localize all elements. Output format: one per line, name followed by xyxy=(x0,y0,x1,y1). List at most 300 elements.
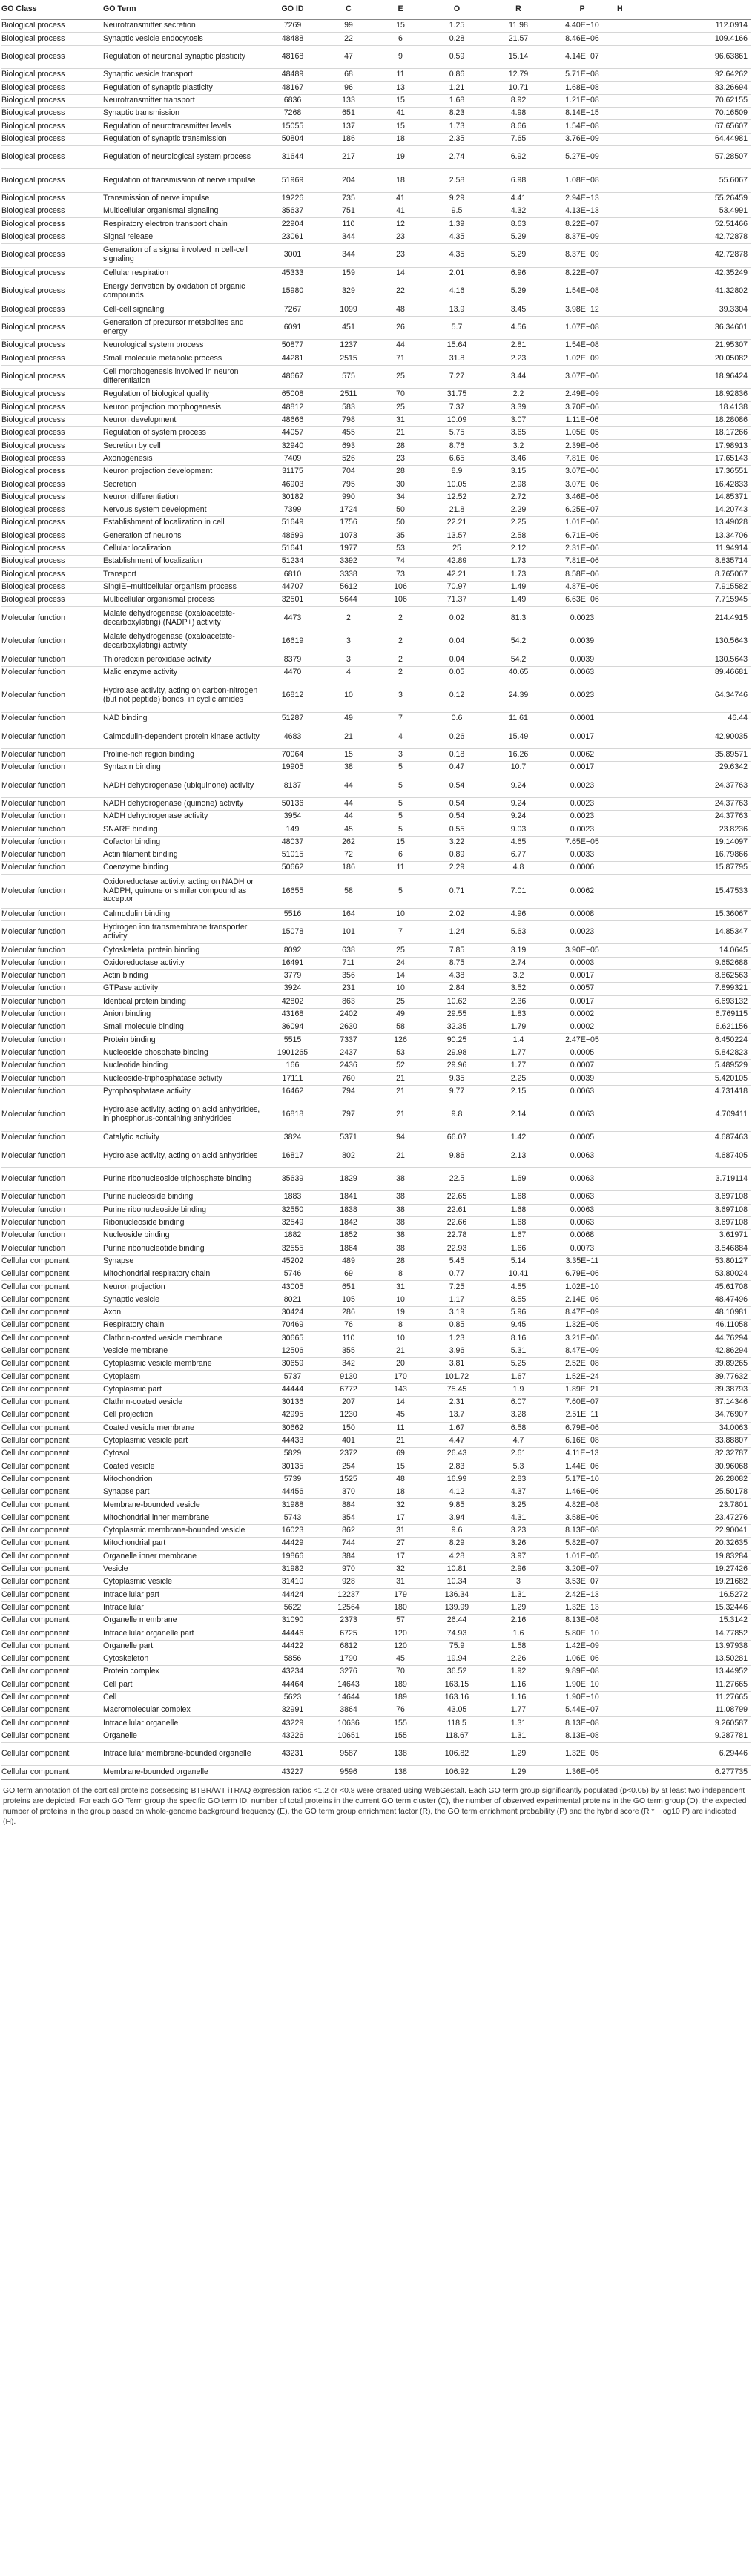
table-row xyxy=(1,440,751,452)
cell-r: 2.25 xyxy=(489,517,552,530)
cell-r: 15.14 xyxy=(489,45,552,69)
cell-go-term: Energy derivation by oxidation of organic compounds xyxy=(103,280,265,303)
cell-h: 6.29446 xyxy=(617,1742,751,1766)
cell-go-class: Biological process xyxy=(1,145,103,169)
cell-e: 17 xyxy=(377,1550,429,1563)
cell-go-class: Cellular component xyxy=(1,1742,103,1766)
cell-h: 3.546884 xyxy=(617,1242,751,1255)
cell-go-class: Biological process xyxy=(1,133,103,145)
cell-e: 94 xyxy=(377,1131,429,1144)
cell-c: 3864 xyxy=(325,1704,377,1717)
cell-go-class: Cellular component xyxy=(1,1589,103,1601)
cell-h: 15.47533 xyxy=(617,874,751,908)
cell-o: 26.44 xyxy=(429,1615,489,1627)
cell-o: 21.8 xyxy=(429,504,489,516)
cell-r: 6.96 xyxy=(489,267,552,280)
cell-go-class: Molecular function xyxy=(1,823,103,836)
cell-go-id: 48667 xyxy=(265,365,325,389)
cell-r: 3.2 xyxy=(489,969,552,982)
cell-go-term: Secretion by cell xyxy=(103,440,265,452)
cell-r: 3.46 xyxy=(489,452,552,465)
cell-h: 64.34746 xyxy=(617,679,751,712)
cell-go-class: Molecular function xyxy=(1,1098,103,1131)
cell-o: 7.37 xyxy=(429,401,489,414)
cell-go-class: Molecular function xyxy=(1,666,103,679)
cell-go-id: 4683 xyxy=(265,725,325,749)
cell-p: 7.60E−07 xyxy=(552,1396,617,1409)
cell-r: 10.7 xyxy=(489,761,552,774)
cell-p: 0.0057 xyxy=(552,983,617,995)
cell-e: 5 xyxy=(377,797,429,810)
cell-e: 31 xyxy=(377,1524,429,1537)
cell-r: 1.16 xyxy=(489,1691,552,1704)
cell-c: 329 xyxy=(325,280,377,303)
cell-r: 1.29 xyxy=(489,1766,552,1779)
cell-go-term: Axon xyxy=(103,1306,265,1319)
cell-h: 19.83284 xyxy=(617,1550,751,1563)
cell-o: 22.61 xyxy=(429,1204,489,1216)
cell-p: 6.25E−07 xyxy=(552,504,617,516)
cell-c: 356 xyxy=(325,969,377,982)
cell-go-id: 45333 xyxy=(265,267,325,280)
cell-o: 10.81 xyxy=(429,1563,489,1575)
cell-c: 47 xyxy=(325,45,377,69)
cell-go-class: Biological process xyxy=(1,542,103,555)
cell-h: 21.95307 xyxy=(617,340,751,352)
table-row xyxy=(1,452,751,465)
cell-c: 1838 xyxy=(325,1204,377,1216)
cell-r: 4.31 xyxy=(489,1512,552,1524)
cell-h: 32.32787 xyxy=(617,1448,751,1460)
cell-go-id: 44429 xyxy=(265,1538,325,1550)
cell-o: 29.55 xyxy=(429,1008,489,1021)
cell-c: 342 xyxy=(325,1358,377,1371)
cell-p: 8.47E−09 xyxy=(552,1345,617,1357)
cell-go-id: 32940 xyxy=(265,440,325,452)
table-row xyxy=(1,1144,751,1168)
table-row xyxy=(1,1073,751,1085)
cell-r: 1.4 xyxy=(489,1034,552,1047)
cell-o: 5.75 xyxy=(429,427,489,440)
cell-p: 8.22E−07 xyxy=(552,218,617,231)
cell-go-id: 8092 xyxy=(265,944,325,957)
table-row xyxy=(1,1704,751,1717)
cell-r: 5.63 xyxy=(489,920,552,944)
cell-go-id: 16818 xyxy=(265,1098,325,1131)
cell-p: 0.0023 xyxy=(552,679,617,712)
cell-p: 0.0008 xyxy=(552,908,617,920)
cell-o: 4.38 xyxy=(429,969,489,982)
cell-c: 96 xyxy=(325,82,377,94)
cell-p: 0.0063 xyxy=(552,1144,617,1168)
cell-go-term: Mitochondrion xyxy=(103,1473,265,1486)
cell-go-id: 5737 xyxy=(265,1371,325,1383)
table-row xyxy=(1,1242,751,1255)
cell-go-id: 30136 xyxy=(265,1396,325,1409)
cell-o: 12.52 xyxy=(429,491,489,504)
cell-c: 928 xyxy=(325,1576,377,1589)
cell-p: 1.11E−06 xyxy=(552,414,617,426)
cell-c: 1237 xyxy=(325,340,377,352)
cell-go-class: Biological process xyxy=(1,530,103,542)
cell-go-class: Biological process xyxy=(1,94,103,107)
table-row xyxy=(1,1499,751,1512)
cell-go-id: 3924 xyxy=(265,983,325,995)
cell-p: 0.0023 xyxy=(552,797,617,810)
cell-c: 704 xyxy=(325,466,377,478)
cell-p: 0.0003 xyxy=(552,957,617,969)
cell-c: 6725 xyxy=(325,1627,377,1640)
cell-c: 1073 xyxy=(325,530,377,542)
cell-r: 3.28 xyxy=(489,1409,552,1422)
cell-go-term: Respiratory chain xyxy=(103,1320,265,1332)
cell-go-class: Biological process xyxy=(1,340,103,352)
cell-p: 4.11E−13 xyxy=(552,1448,617,1460)
cell-r: 3.97 xyxy=(489,1550,552,1563)
cell-go-term: Cytosol xyxy=(103,1448,265,1460)
cell-c: 44 xyxy=(325,811,377,823)
cell-c: 1977 xyxy=(325,542,377,555)
table-row xyxy=(1,823,751,836)
cell-c: 5371 xyxy=(325,1131,377,1144)
cell-e: 25 xyxy=(377,365,429,389)
table-row xyxy=(1,836,751,849)
table-row xyxy=(1,761,751,774)
cell-go-id: 51649 xyxy=(265,517,325,530)
cell-e: 17 xyxy=(377,1512,429,1524)
cell-e: 179 xyxy=(377,1589,429,1601)
cell-c: 21 xyxy=(325,725,377,749)
header-p: P xyxy=(552,0,617,20)
cell-go-term: Nervous system development xyxy=(103,504,265,516)
table-row xyxy=(1,414,751,426)
cell-go-id: 16491 xyxy=(265,957,325,969)
cell-o: 22.5 xyxy=(429,1167,489,1191)
table-row xyxy=(1,1371,751,1383)
cell-h: 36.34601 xyxy=(617,316,751,340)
cell-go-term: SingIE−multicellular organism process xyxy=(103,581,265,593)
cell-p: 2.94E−13 xyxy=(552,192,617,205)
cell-c: 711 xyxy=(325,957,377,969)
cell-go-id: 48666 xyxy=(265,414,325,426)
cell-e: 38 xyxy=(377,1167,429,1191)
cell-go-term: Synaptic vesicle transport xyxy=(103,69,265,82)
cell-r: 3.07 xyxy=(489,414,552,426)
table-row xyxy=(1,1255,751,1268)
cell-o: 0.6 xyxy=(429,712,489,725)
cell-go-class: Cellular component xyxy=(1,1422,103,1434)
cell-r: 2.96 xyxy=(489,1563,552,1575)
cell-r: 2.15 xyxy=(489,1085,552,1098)
table-row xyxy=(1,1422,751,1434)
cell-e: 41 xyxy=(377,205,429,218)
cell-c: 49 xyxy=(325,712,377,725)
cell-c: 1756 xyxy=(325,517,377,530)
table-row xyxy=(1,568,751,581)
cell-p: 1.02E−09 xyxy=(552,352,617,365)
cell-c: 1864 xyxy=(325,1242,377,1255)
cell-h: 13.49028 xyxy=(617,517,751,530)
cell-go-id: 48699 xyxy=(265,530,325,542)
cell-go-id: 6810 xyxy=(265,568,325,581)
table-row xyxy=(1,45,751,69)
table-row xyxy=(1,581,751,593)
cell-h: 20.32635 xyxy=(617,1538,751,1550)
cell-go-term: Actin filament binding xyxy=(103,849,265,861)
cell-r: 1.29 xyxy=(489,1742,552,1766)
table-row xyxy=(1,1550,751,1563)
table-row xyxy=(1,542,751,555)
header-r: R xyxy=(489,0,552,20)
cell-o: 1.23 xyxy=(429,1332,489,1345)
cell-h: 26.28082 xyxy=(617,1473,751,1486)
cell-go-id: 32991 xyxy=(265,1704,325,1717)
cell-h: 92.64262 xyxy=(617,69,751,82)
cell-go-term: Calmodulin binding xyxy=(103,908,265,920)
cell-c: 137 xyxy=(325,120,377,133)
table-row xyxy=(1,33,751,45)
cell-r: 1.68 xyxy=(489,1204,552,1216)
table-row xyxy=(1,1383,751,1396)
table-row xyxy=(1,1512,751,1524)
cell-go-class: Molecular function xyxy=(1,811,103,823)
cell-o: 0.04 xyxy=(429,630,489,653)
cell-o: 7.85 xyxy=(429,944,489,957)
cell-go-id: 43168 xyxy=(265,1008,325,1021)
cell-e: 13 xyxy=(377,82,429,94)
table-row xyxy=(1,1486,751,1499)
cell-go-id: 70469 xyxy=(265,1320,325,1332)
cell-e: 69 xyxy=(377,1448,429,1460)
table-row xyxy=(1,1098,751,1131)
cell-c: 286 xyxy=(325,1306,377,1319)
table-row xyxy=(1,944,751,957)
cell-r: 5.25 xyxy=(489,1358,552,1371)
cell-go-class: Molecular function xyxy=(1,1085,103,1098)
cell-go-term: Signal release xyxy=(103,231,265,243)
cell-go-class: Biological process xyxy=(1,401,103,414)
cell-go-id: 42802 xyxy=(265,995,325,1008)
cell-r: 2.61 xyxy=(489,1448,552,1460)
cell-r: 3.25 xyxy=(489,1499,552,1512)
cell-o: 106.82 xyxy=(429,1742,489,1766)
cell-e: 53 xyxy=(377,542,429,555)
cell-h: 11.94914 xyxy=(617,542,751,555)
cell-go-id: 51641 xyxy=(265,542,325,555)
table-row xyxy=(1,1473,751,1486)
cell-o: 0.77 xyxy=(429,1268,489,1281)
cell-e: 30 xyxy=(377,478,429,491)
table-row xyxy=(1,1306,751,1319)
cell-go-term: Hydrolase activity, acting on carbon-nitrogen (but not peptide) bonds, in cyclic amides xyxy=(103,679,265,712)
cell-c: 9587 xyxy=(325,1742,377,1766)
cell-p: 6.71E−06 xyxy=(552,530,617,542)
cell-e: 58 xyxy=(377,1021,429,1034)
cell-go-id: 8021 xyxy=(265,1294,325,1306)
cell-e: 35 xyxy=(377,530,429,542)
cell-r: 9.24 xyxy=(489,774,552,798)
cell-go-term: Intracellular organelle xyxy=(103,1717,265,1730)
cell-go-term: Cytoplasmic membrane-bounded vesicle xyxy=(103,1524,265,1537)
cell-h: 30.96068 xyxy=(617,1460,751,1473)
table-row xyxy=(1,69,751,82)
cell-go-id: 44707 xyxy=(265,581,325,593)
cell-e: 21 xyxy=(377,427,429,440)
cell-o: 2.31 xyxy=(429,1396,489,1409)
cell-go-id: 44057 xyxy=(265,427,325,440)
cell-h: 23.8236 xyxy=(617,823,751,836)
table-row xyxy=(1,1131,751,1144)
cell-p: 1.21E−08 xyxy=(552,94,617,107)
cell-go-term: Clathrin-coated vesicle xyxy=(103,1396,265,1409)
cell-p: 1.54E−08 xyxy=(552,120,617,133)
table-row xyxy=(1,478,751,491)
cell-go-term: Cell projection xyxy=(103,1409,265,1422)
cell-o: 9.85 xyxy=(429,1499,489,1512)
cell-go-class: Cellular component xyxy=(1,1627,103,1640)
table-row xyxy=(1,995,751,1008)
cell-o: 2.01 xyxy=(429,267,489,280)
cell-go-term: Purine ribonucleoside binding xyxy=(103,1204,265,1216)
cell-go-term: Purine ribonucleotide binding xyxy=(103,1242,265,1255)
cell-go-class: Cellular component xyxy=(1,1409,103,1422)
cell-h: 19.21682 xyxy=(617,1576,751,1589)
cell-p: 0.0039 xyxy=(552,1073,617,1085)
cell-go-term: Neuron differentiation xyxy=(103,491,265,504)
table-row xyxy=(1,504,751,516)
cell-go-term: SNARE binding xyxy=(103,823,265,836)
table-row xyxy=(1,340,751,352)
cell-r: 54.2 xyxy=(489,653,552,666)
cell-p: 0.0063 xyxy=(552,1167,617,1191)
cell-go-class: Molecular function xyxy=(1,712,103,725)
cell-c: 1790 xyxy=(325,1653,377,1665)
cell-go-id: 48037 xyxy=(265,836,325,849)
cell-o: 4.35 xyxy=(429,244,489,268)
table-row xyxy=(1,1742,751,1766)
cell-go-class: Molecular function xyxy=(1,1204,103,1216)
cell-e: 32 xyxy=(377,1499,429,1512)
cell-h: 13.50281 xyxy=(617,1653,751,1665)
cell-p: 0.0005 xyxy=(552,1131,617,1144)
cell-p: 8.22E−07 xyxy=(552,267,617,280)
cell-go-term: Regulation of system process xyxy=(103,427,265,440)
cell-go-id: 51234 xyxy=(265,556,325,568)
cell-r: 3.19 xyxy=(489,944,552,957)
cell-o: 0.04 xyxy=(429,653,489,666)
cell-go-class: Cellular component xyxy=(1,1615,103,1627)
cell-e: 15 xyxy=(377,1460,429,1473)
cell-p: 0.0039 xyxy=(552,630,617,653)
cell-go-id: 44464 xyxy=(265,1679,325,1691)
cell-go-id: 1883 xyxy=(265,1191,325,1204)
cell-r: 1.83 xyxy=(489,1008,552,1021)
cell-go-term: Regulation of neurological system process xyxy=(103,145,265,169)
cell-c: 68 xyxy=(325,69,377,82)
table-row xyxy=(1,1345,751,1357)
cell-h: 45.61708 xyxy=(617,1281,751,1294)
cell-o: 1.24 xyxy=(429,920,489,944)
cell-e: 44 xyxy=(377,340,429,352)
cell-c: 3392 xyxy=(325,556,377,568)
cell-go-class: Biological process xyxy=(1,581,103,593)
cell-go-id: 31982 xyxy=(265,1563,325,1575)
cell-h: 130.5643 xyxy=(617,653,751,666)
cell-e: 21 xyxy=(377,1345,429,1357)
cell-o: 0.12 xyxy=(429,679,489,712)
cell-r: 1.73 xyxy=(489,556,552,568)
header-h: H xyxy=(617,0,751,20)
cell-e: 48 xyxy=(377,303,429,316)
table-row xyxy=(1,20,751,33)
cell-go-id: 22904 xyxy=(265,218,325,231)
cell-r: 2.98 xyxy=(489,478,552,491)
cell-e: 3 xyxy=(377,679,429,712)
cell-c: 2372 xyxy=(325,1448,377,1460)
cell-c: 1852 xyxy=(325,1230,377,1242)
cell-go-term: Generation of a signal involved in cell-cell signaling xyxy=(103,244,265,268)
cell-h: 35.89571 xyxy=(617,748,751,761)
cell-r: 2.36 xyxy=(489,995,552,1008)
cell-p: 1.01E−06 xyxy=(552,517,617,530)
table-row xyxy=(1,120,751,133)
cell-o: 29.98 xyxy=(429,1047,489,1059)
cell-go-term: Transport xyxy=(103,568,265,581)
cell-o: 0.55 xyxy=(429,823,489,836)
cell-go-term: Establishment of localization in cell xyxy=(103,517,265,530)
cell-h: 9.652688 xyxy=(617,957,751,969)
cell-e: 10 xyxy=(377,1332,429,1345)
cell-p: 3.07E−06 xyxy=(552,365,617,389)
table-row xyxy=(1,1268,751,1281)
table-row xyxy=(1,774,751,798)
cell-go-class: Biological process xyxy=(1,478,103,491)
cell-h: 70.62155 xyxy=(617,94,751,107)
cell-go-term: Synaptic transmission xyxy=(103,107,265,119)
cell-e: 32 xyxy=(377,1563,429,1575)
cell-go-class: Cellular component xyxy=(1,1320,103,1332)
table-row xyxy=(1,1294,751,1306)
cell-r: 11.98 xyxy=(489,20,552,33)
cell-go-class: Biological process xyxy=(1,594,103,607)
cell-go-term: Cell part xyxy=(103,1679,265,1691)
cell-h: 18.28086 xyxy=(617,414,751,426)
table-row xyxy=(1,1666,751,1679)
table-row xyxy=(1,920,751,944)
cell-r: 6.92 xyxy=(489,145,552,169)
cell-r: 1.58 xyxy=(489,1640,552,1653)
cell-go-term: Neurotransmitter secretion xyxy=(103,20,265,33)
cell-go-term: Nucleoside binding xyxy=(103,1230,265,1242)
cell-h: 24.37763 xyxy=(617,774,751,798)
cell-p: 1.90E−10 xyxy=(552,1679,617,1691)
cell-o: 10.05 xyxy=(429,478,489,491)
cell-go-class: Cellular component xyxy=(1,1653,103,1665)
cell-r: 1.92 xyxy=(489,1666,552,1679)
cell-c: 44 xyxy=(325,797,377,810)
cell-go-id: 3001 xyxy=(265,244,325,268)
cell-o: 75.45 xyxy=(429,1383,489,1396)
cell-c: 355 xyxy=(325,1345,377,1357)
cell-h: 42.86294 xyxy=(617,1345,751,1357)
cell-h: 18.4138 xyxy=(617,401,751,414)
cell-r: 1.68 xyxy=(489,1191,552,1204)
cell-p: 4.87E−06 xyxy=(552,581,617,593)
cell-r: 3.23 xyxy=(489,1524,552,1537)
cell-p: 0.0033 xyxy=(552,849,617,861)
table-row xyxy=(1,352,751,365)
cell-r: 1.42 xyxy=(489,1131,552,1144)
